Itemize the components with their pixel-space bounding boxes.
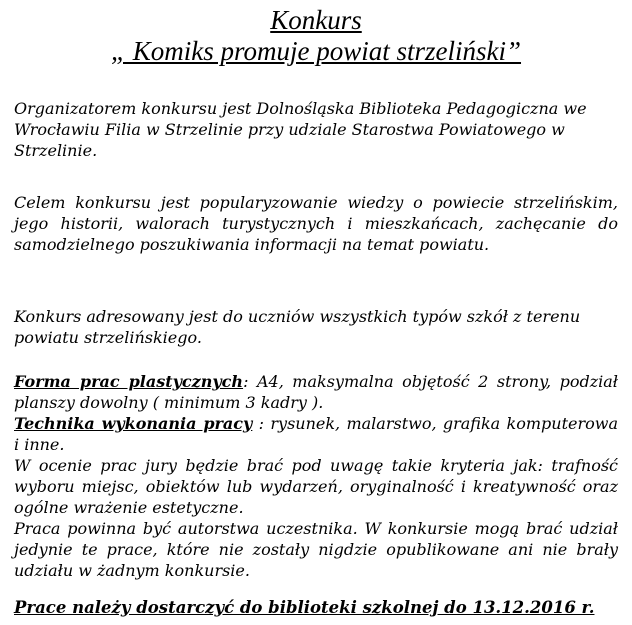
authorship-text: Praca powinna być autorstwa uczestnika. W konkursie mogą brać udział jedynie te prace, które nie zostały nigdzie opublikowane ani nie brały udziału w żadnym konkursie. (14, 519, 618, 580)
form-text: : A4, maksymalna objętość 2 strony, podział planszy dowolny ( minimum 3 kadry ). (14, 372, 618, 412)
criteria-text: W ocenie prac jury będzie brać pod uwagę takie kryteria jak: trafność wyboru miejsc, obiektów lub wydarzeń, oryginalność i kreatywność oraz ogólne wrażenie estetyczne. (14, 456, 618, 517)
goal-paragraph: Celem konkursu jest popularyzowanie wiedzy o powiecie strzelińskim, jego historii, walorach turystycznych i mieszkańcach, zachęcanie do samodzielnego poszukiwania informacji na temat powiatu. (14, 193, 618, 254)
document-title: Konkurs (270, 5, 362, 35)
deadline-text: Prace należy dostarczyć do biblioteki szkolnej do 13.12.2016 r. (14, 598, 595, 617)
organizer-paragraph: Organizatorem konkursu jest Dolnośląska Biblioteka Pedagogiczna we Wrocławiu Filia w Strzelinie przy udziale Starostwa Powiatowego w Strzelinie. (14, 99, 587, 160)
contest-name: „ Komiks promuje powiat strzeliński” (110, 36, 522, 66)
rules-section (14, 371, 618, 581)
technique-label: Technika wykonania pracy (14, 414, 253, 433)
form-label: Forma prac plastycznych (14, 372, 244, 391)
technique-text: : rysunek, malarstwo, grafika komputerowa i inne. (14, 414, 618, 454)
audience-paragraph: Konkurs adresowany jest do uczniów wszystkich typów szkół z terenu powiatu strzelińskiego. (14, 307, 581, 347)
